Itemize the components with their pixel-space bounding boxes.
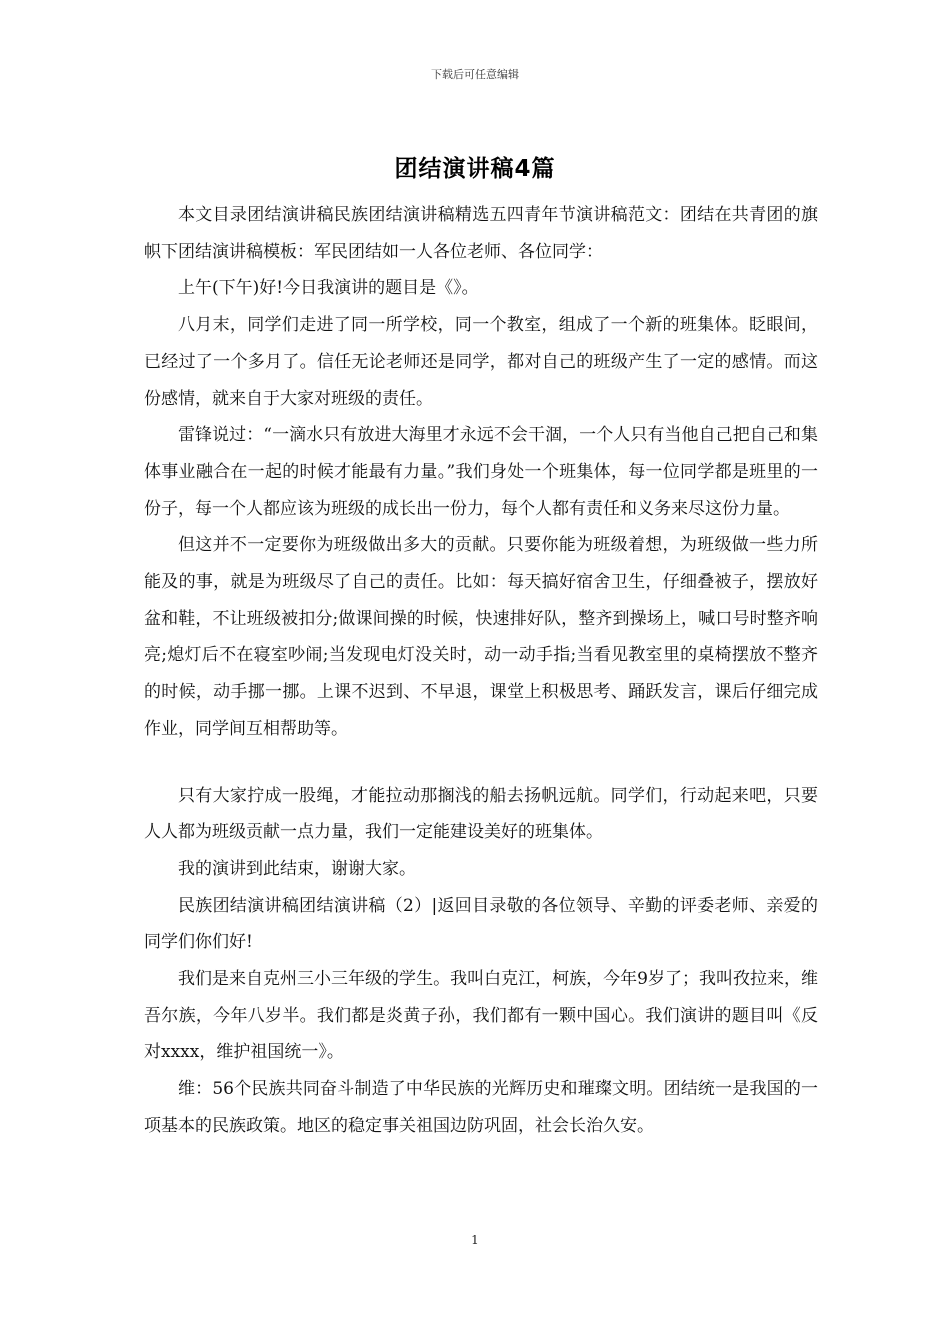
page-number: 1 (471, 1233, 479, 1247)
paragraph-greeting: 上午(下午)好!今日我演讲的题目是《》。 (178, 278, 479, 299)
paragraph-contribution: 但这并不一定要你为班级做出多大的贡献。只要你能为班级着想，为班级做一些力所能及的事，就是为班级尽了自己的责任。比如：每天搞好宿舍卫生，仔细叠被子，摆放好盆和鞋，不让班级被扣分;做课间操的时候，快速排好队，整齐到操场上，喊口号时整齐响亮;熄灯后不在寝室吵闹;当发现电灯没关时，动一动手指;当看见教室里的桌椅摆放不整齐的时候，动手挪一挪。上课不迟到、不早退，课堂上积极思考、踊跃发言，课后仔细完成作业，同学间互相帮助等。 (144, 535, 818, 739)
paragraph-leifeng: 雷锋说过：“一滴水只有放进大海里才永远不会干涸，一个人只有当他自己把自己和集体事业融合在一起的时候才能最有力量。”我们身处一个班集体，每一位同学都是班里的一份子，每一个人都应该为班级的成长出一份力，每个人都有责任和义务来尽这份力量。 (144, 425, 818, 519)
paragraph-intro: 本文目录团结演讲稿民族团结演讲稿精选五四青年节演讲稿范文：团结在共青团的旗帜下团结演讲稿模板：军民团结如一人各位老师、各位同学： (144, 205, 818, 262)
paragraph-unite: 只有大家拧成一股绳，才能拉动那搁浅的船去扬帆远航。同学们，行动起来吧，只要人人都为班级贡献一点力量，我们一定能建设美好的班集体。 (144, 785, 818, 843)
document-body (144, 197, 818, 1145)
paragraph-closing: 我的演讲到此结束，谢谢大家。 (178, 858, 416, 879)
paragraph-august: 八月末，同学们走进了同一所学校，同一个教室，组成了一个新的班集体。眨眼间，已经过了一个多月了。信任无论老师还是同学，都对自己的班级产生了一定的感情。而这份感情，就来自于大家对班级的责任。 (144, 315, 818, 409)
paragraph-introduction-students: 我们是来自克州三小三年级的学生。我叫白克江，柯族，今年9岁了；我叫孜拉来，维吾尔族，今年八岁半。我们都是炎黄子孙，我们都有一颗中国心。我们演讲的题目叫《反对xxxx，维护祖国统一》。 (144, 969, 818, 1063)
paragraph-section-two: 民族团结演讲稿团结演讲稿（2）|返回目录敬的各位领导、辛勤的评委老师、亲爱的同学们你们好! (144, 895, 818, 953)
header-note: 下载后可任意编辑 (431, 68, 519, 81)
document-title: 团结演讲稿4篇 (394, 156, 556, 182)
paragraph-ethnic-unity: 维：56个民族共同奋斗制造了中华民族的光辉历史和璀璨文明。团结统一是我国的一项基本的民族政策。地区的稳定事关祖国边防巩固，社会长治久安。 (144, 1079, 818, 1136)
